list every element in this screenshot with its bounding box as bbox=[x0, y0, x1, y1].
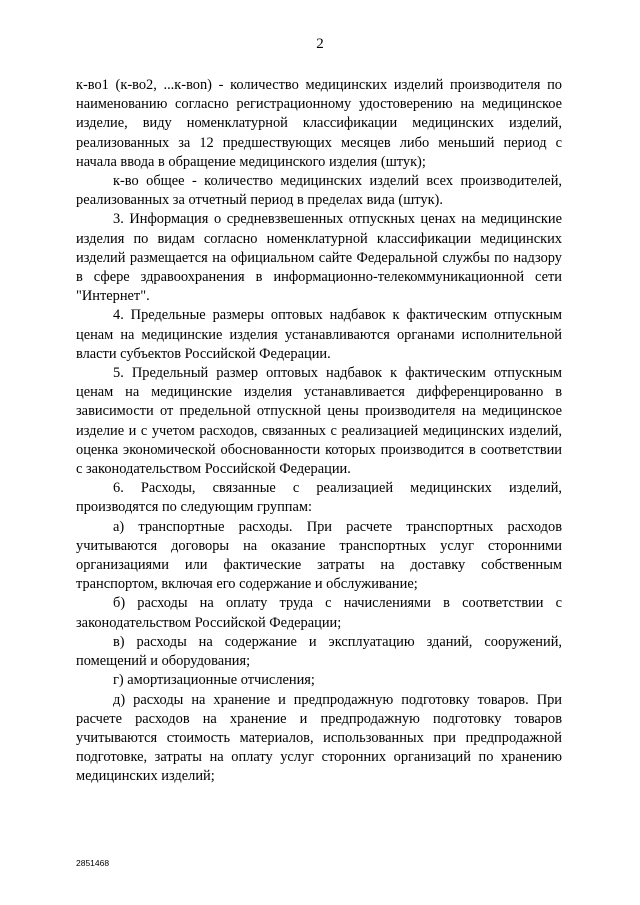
document-code: 2851468 bbox=[76, 858, 110, 868]
paragraph-subitem-v: в) расходы на содержание и эксплуатацию зданий, сооружений, помещений и оборудования; bbox=[76, 633, 562, 670]
paragraph-definition-kvo-total: к-во общее - количество медицинских изделий всех производителей, реализованных за отчетный период в пределах вида (штук). bbox=[76, 173, 562, 209]
paragraph-item-6: 6. Расходы, связанные с реализацией медицинских изделий, производятся по следующим группам: bbox=[76, 480, 562, 516]
paragraph-item-3: 3. Информация о средневзвешенных отпускных ценах на медицинские изделия по видам согласно номенклатурной классификации медицинских изделий размещается на официальном сайте Федеральной службы по надзору в сфере здравоохранения в информационно-телекоммуникационной сети "Интернет". bbox=[76, 211, 562, 305]
page-number: 2 bbox=[316, 36, 324, 52]
paragraph-subitem-a: а) транспортные расходы. При расчете транспортных расходов учитываются договоры на оказание транспортных услуг сторонними организациями или фактические затраты на доставку собственным транспортом, включая его содержание и обслуживание; bbox=[76, 518, 562, 593]
paragraph-subitem-g: г) амортизационные отчисления; bbox=[113, 672, 315, 689]
document-body bbox=[76, 76, 562, 787]
paragraph-item-5: 5. Предельный размер оптовых надбавок к фактическим отпускным ценам на медицинские изделия устанавливается дифференцированно в зависимости от предельной отпускной цены производителя на медицинское изделие и с учетом расходов, связанных с реализацией медицинских изделий, оценка экономической обоснованности которых производится в соответствии с законодательством Российской Федерации. bbox=[76, 365, 562, 478]
paragraph-definition-kvo1: к-во1 (к-во2, ...к-воn) - количество медицинских изделий производителя по наименованию согласно регистрационному удостоверению на медицинское изделие, виду номенклатурной классификации медицинских изделий, реализованных за 12 предшествующих месяцев либо меньший период с начала ввода в обращение медицинского изделия (штук); bbox=[76, 77, 562, 170]
paragraph-subitem-b: б) расходы на оплату труда с начислениями в соответствии с законодательством Российской Федерации; bbox=[76, 595, 562, 631]
paragraph-subitem-d: д) расходы на хранение и предпродажную подготовку товаров. При расчете расходов на хранение и предпродажную подготовку товаров учитываются стоимость материалов, использованных при предпродажной подготовке, затраты на оплату услуг сторонних организаций по хранению медицинских изделий; bbox=[76, 691, 562, 785]
paragraph-item-4: 4. Предельные размеры оптовых надбавок к фактическим отпускным ценам на медицинские изделия устанавливаются органами исполнительной власти субъектов Российской Федерации. bbox=[76, 307, 562, 362]
